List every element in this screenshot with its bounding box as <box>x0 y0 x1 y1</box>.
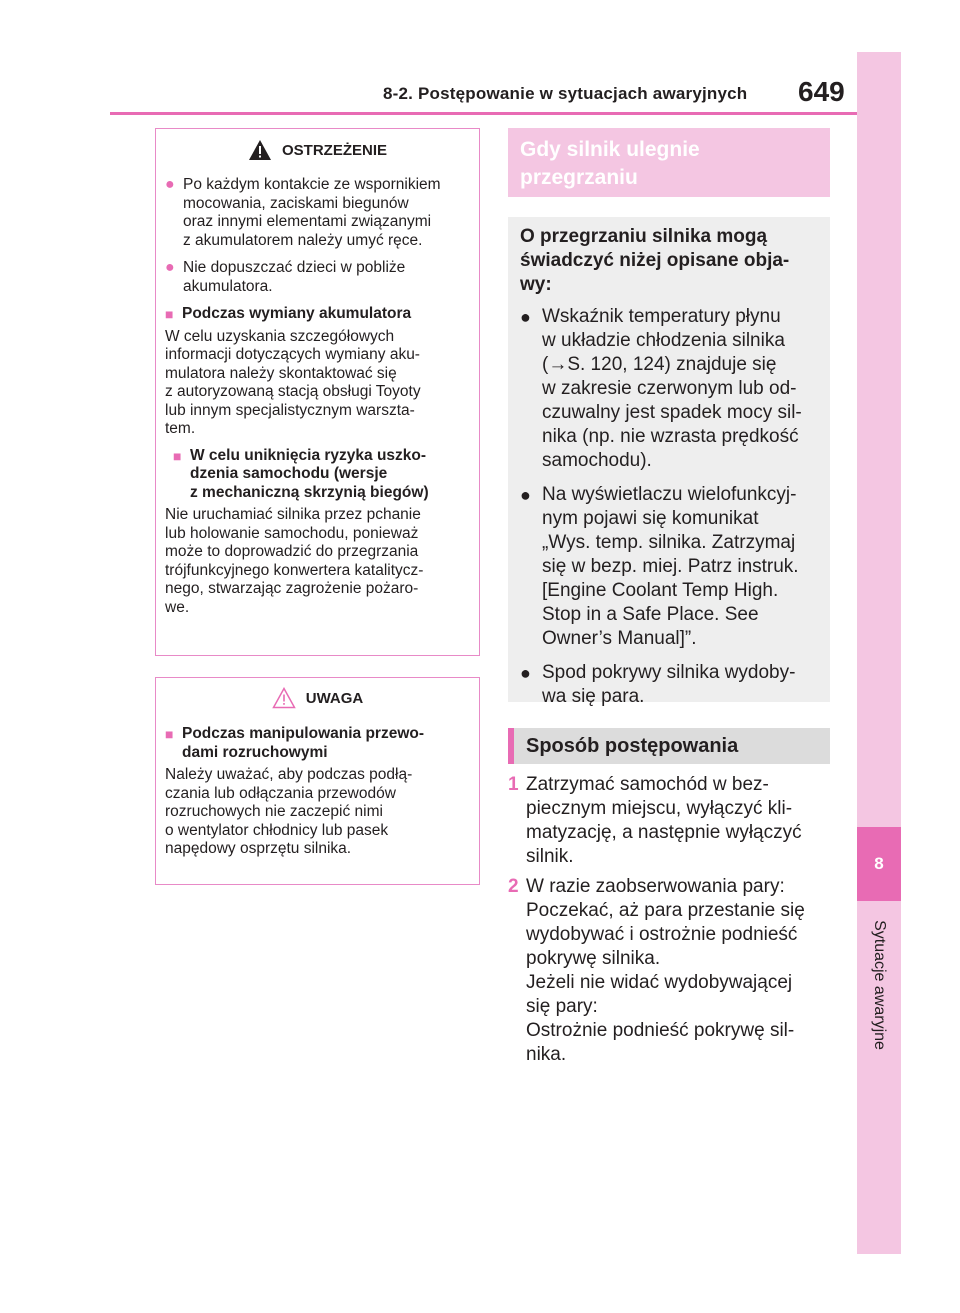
caution-icon <box>272 687 296 709</box>
warning-bullet: ● Nie dopuszczać dzieci w pobliże akumulatora. <box>165 259 406 295</box>
notice-paragraph: Należy uważać, aby podczas podłą- czania lub odłączania przewodów rozruchowych nie zaczepić nimi o wentylator chłodnicy lub pasek napędowy osprzętu silnika. <box>165 766 413 857</box>
section-title: 8-2. Postępowanie w sytuacjach awaryjnych <box>383 84 748 103</box>
notice-title: UWAGA <box>305 689 364 707</box>
warning-subheading: ■ W celu uniknięcia ryzyka uszko- dzenia samochodu (wersje z mechaniczną skrzynią biegów) <box>173 446 429 501</box>
page-number: 649 <box>798 76 845 107</box>
symptom-item: ● Spod pokrywy silnika wydoby- wa się para. <box>520 662 796 707</box>
bullet-square-icon: ■ <box>173 447 182 464</box>
overheat-symptoms-box <box>508 217 830 707</box>
warning-title: OSTRZEŻENIE <box>281 141 387 159</box>
procedure-heading: Sposób postępowania <box>508 728 830 764</box>
chapter-number: 8 <box>874 854 884 873</box>
warning-paragraph: W celu uzyskania szczegółowych informacji dotyczących wymiany aku- mulatora należy skontaktować się z autoryzowaną stacją obsługi Toyoty lub innym specjalistycznym warszta- tem. <box>165 327 421 437</box>
header-rule <box>110 112 857 115</box>
bullet-dot-icon: ● <box>520 485 531 505</box>
warning-subheading: ■ Podczas wymiany akumulatora <box>165 305 412 322</box>
bullet-square-icon: ■ <box>165 306 174 322</box>
bullet-dot-icon: ● <box>165 259 175 276</box>
warning-icon <box>248 139 272 161</box>
notice-header <box>156 683 479 713</box>
bullet-square-icon: ■ <box>165 726 174 742</box>
procedure-steps <box>508 773 838 1073</box>
chapter-label: Sytuacje awaryjne <box>871 920 888 1050</box>
overheat-heading: Gdy silnik ulegnie przegrzaniu <box>508 128 830 197</box>
step-number: 2 <box>508 876 519 897</box>
symptom-item: ● Wskaźnik temperatury płynu w układzie chłodzenia silnika (→S. 120, 124) znajduje się w zakresie czerwonym lub od- czuwalny jest spadek mocy sil- nika (np. nie wzrasta prędkość samochodu). <box>520 306 802 471</box>
chapter-tab <box>857 52 901 1254</box>
bullet-dot-icon: ● <box>520 663 531 683</box>
notice-subheading: ■ Podczas manipulowania przewo- dami rozruchowymi <box>165 725 425 761</box>
warning-paragraph: Nie uruchamiać silnika przez pchanie lub holowanie samochodu, ponieważ może to doprowadzić do przegrzania trójfunkcyjnego konwertera katalitycz- nego, stwarzając zagrożenie pożaro- we. <box>165 506 424 616</box>
procedure-step: 1 Zatrzymać samochód w bez- piecznym miejscu, wyłączyć kli- matyzację, a następnie wyłączyć silnik. <box>508 774 802 867</box>
symptom-item: ● Na wyświetlaczu wielofunkcyj- nym pojawi się komunikat „Wys. temp. silnika. Zatrzymaj się w bezp. miej. Patrz instruk. [Engine Coolant Temp High. Stop in a Safe Place. See Owner’s Manual]”. <box>520 484 799 649</box>
bullet-dot-icon: ● <box>520 307 531 327</box>
warning-box <box>155 128 480 656</box>
chapter-number-tab <box>857 827 901 901</box>
notice-box <box>155 677 480 885</box>
warning-header <box>156 135 479 165</box>
step-number: 1 <box>508 774 519 795</box>
warning-bullet: ● Po każdym kontakcie ze wspornikiem mocowania, zaciskami biegunów oraz innymi elementami związanymi z akumulatorem należy umyć ręce. <box>165 176 441 249</box>
bullet-dot-icon: ● <box>165 176 175 193</box>
procedure-step: 2 W razie zaobserwowania pary: Poczekać, aż para przestanie się wydobywać i ostrożnie podnieść pokrywę silnika. Jeżeli nie widać wydobywającej się pary: Ostrożnie podnieść pokrywę sil- nika. <box>508 876 805 1065</box>
symptoms-lead: O przegrzaniu silnika mogą świadczyć niżej opisane obja- wy: <box>520 226 790 295</box>
